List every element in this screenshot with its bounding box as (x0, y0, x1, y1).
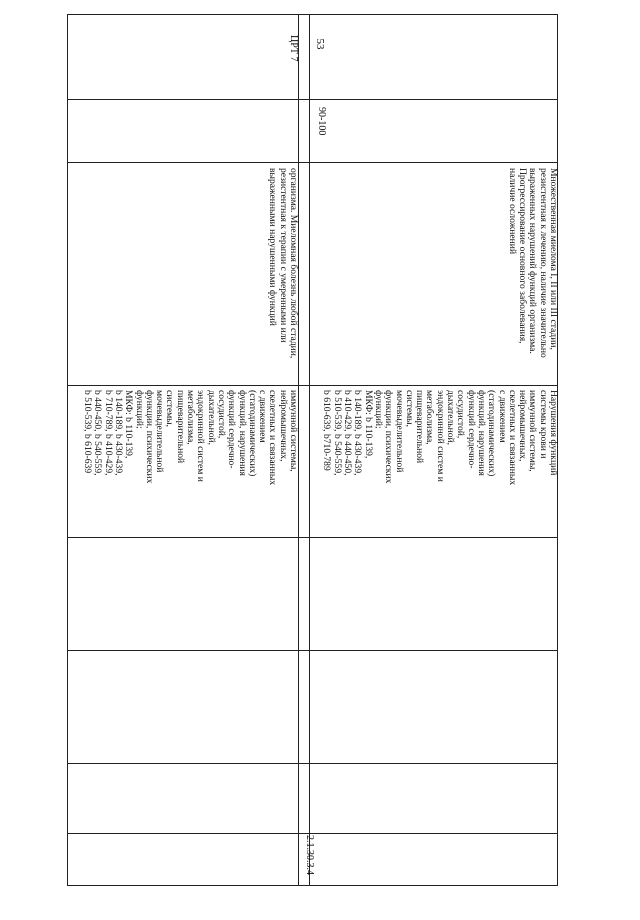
col-divider (68, 385, 557, 386)
row-divider (309, 15, 310, 885)
row1-code-ref: ЦРТ 7 (288, 35, 299, 62)
page-number: 53 (314, 38, 326, 50)
col-divider (68, 162, 557, 163)
row2-code: 2.1.30.3.4 (304, 835, 315, 875)
col-divider (68, 99, 557, 100)
row2-percent: 90-100 (316, 107, 327, 136)
table-frame (67, 14, 558, 886)
col-divider (68, 763, 557, 764)
row2-clinical: Множественная миелома I, II или III стадии, резистентная к лечению, наличие значительно выраженных нарушений функций организма. Прогрессирование основного заболевания, наличие осложнений (506, 168, 559, 358)
col-divider (68, 650, 557, 651)
col-divider (68, 537, 557, 538)
row1-disorders: иммунной системы, нейромышечных, скелетных и связанных с движением (статодинамических) функций, нарушения функций сердечно- сосудистой, дыхательной, эндокринной систем и метаболизма, пищеварительной системы, мочевыделительной функции, психических функций; МКФ: b 110-139, b 140-189, b 430-439, b 710-789, b 410-429, b 440-450, b 540-559, b 510-539, b 610-639 (82, 390, 299, 486)
row2-disorders: Нарушения функций системы крови и иммунной системы, нейромышечных, скелетных и связанных с движением (статодинамических) функций, нарушения функций сердечно- сосудистой, дыхательной, эндокринной систем и метаболизма, пищеварительной системы, мочевыделительной функции, психических функций; МКФ: b 110-139, b 140-189, b 430-439, b 410-429, b 440-450, b 510-539, b 540-559, b 610-639, b710-789 (321, 390, 559, 486)
col-divider (68, 833, 557, 834)
row1-clinical: организма. Миеломная болезнь любой стадии, резистентная к терапии с умеренными или выраженными нарушенными функций (267, 168, 299, 359)
